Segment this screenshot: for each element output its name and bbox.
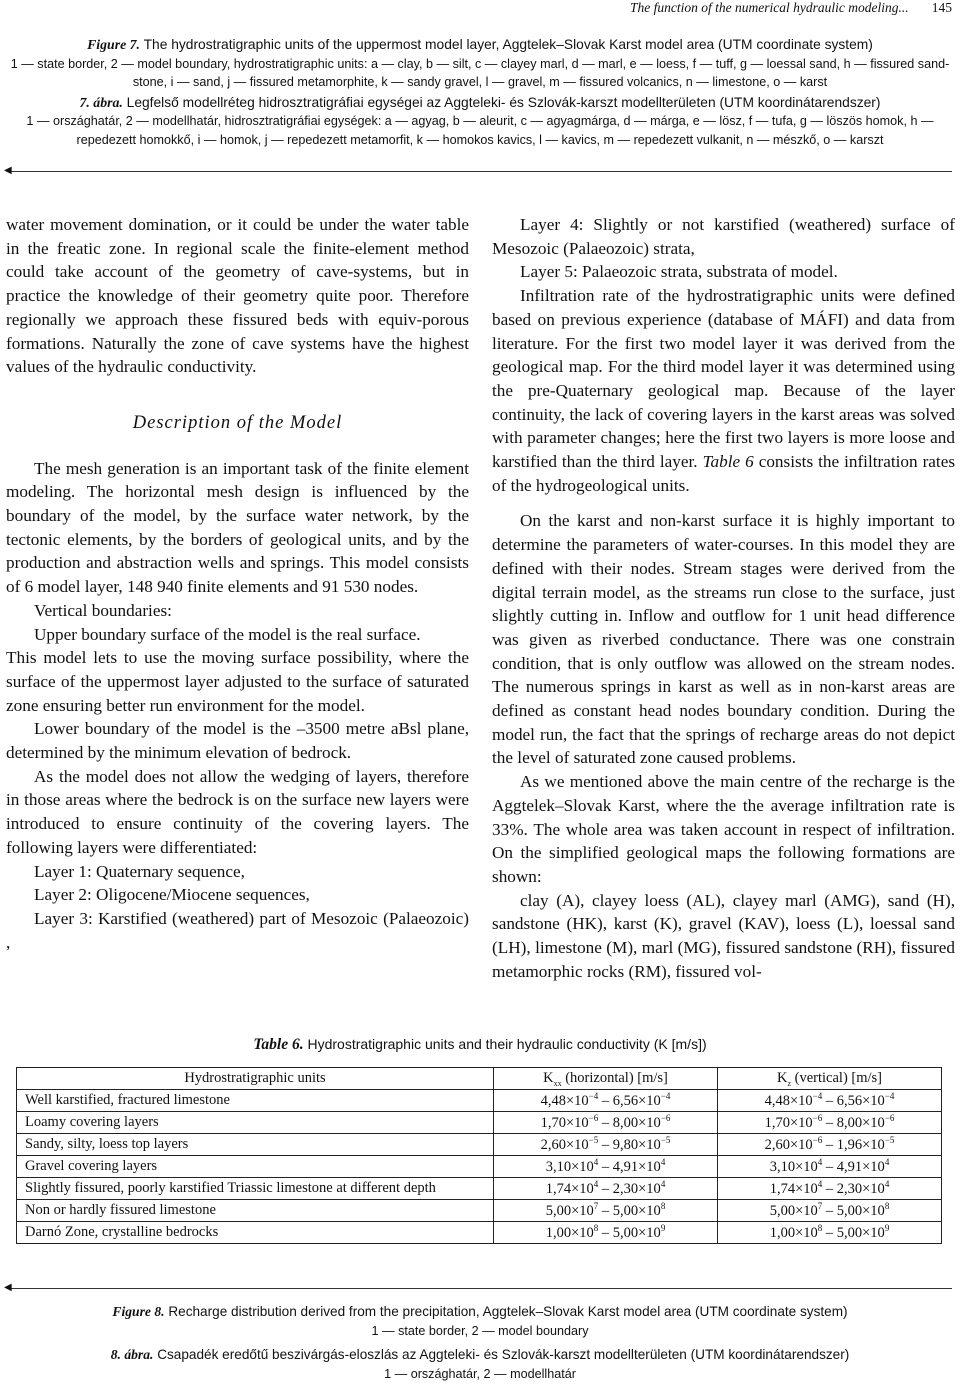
exp-low: 7: [593, 1201, 599, 1212]
exp-low: 4: [593, 1179, 599, 1190]
right-para-1: [492, 284, 955, 497]
left-column: [6, 213, 469, 954]
table-row: [17, 1112, 942, 1134]
layer-2: Layer 2: Oligocene/Miocene sequences,: [34, 885, 310, 905]
figure-8-caption-hu: [0, 1345, 960, 1365]
figure-7-legend-hu-line1: 1 — országhatár, 2 — modellhatár, hidrosztratigráfiai egységek: a — agyag, b — aleurit, c — agyagmárga, d — márga, e — lösz, f — tufa, g — löszös homok, h —: [26, 114, 934, 128]
left-para-6: As the model does not allow the wedging of layers, therefore in those areas where the bedrock is on the surface new layers were introduced to ensure continuity of the covering layers. The following layers were differentiated:: [6, 766, 469, 857]
figure-7-label-hu: 7. ábra.: [79, 94, 123, 110]
horizontal-k-cell: $1,00\times 10^8 - 5,00\times 10^9$: [494, 1222, 718, 1244]
value-low: 2,60×10: [540, 1136, 589, 1153]
left-para-2: The mesh generation is an important task of the finite element modeling. The horizontal mesh design is influenced by the boundary of the model, by the surface water network, by the tectonic elements, by the borders of geological units, and by the production and abstraction wells and springs. This model consists of 6 model layer, 148 940 finite elements and 91 530 nodes.: [6, 458, 469, 597]
exp-high: 8: [884, 1201, 890, 1212]
vertical-k-cell: $1,74\times 10^4 - 2,30\times 10^4$: [718, 1178, 942, 1200]
horizontal-k-cell: $1,74\times 10^4 - 2,30\times 10^4$: [494, 1178, 718, 1200]
table-6-caption-text: Hydrostratigraphic units and their hydraulic conductivity (K [m/s]): [307, 1036, 707, 1052]
header-units: Hydrostratigraphic units: [17, 1068, 494, 1090]
value-high: 1,96×10: [836, 1136, 885, 1153]
figure-7-caption: [8, 36, 952, 149]
running-header: [0, 0, 952, 18]
unit-name-cell: Well karstified, fractured limestone: [17, 1090, 494, 1112]
value-high: 5,00×10: [612, 1202, 661, 1219]
value-high: 4,91×10: [612, 1158, 661, 1175]
left-para-3: Vertical boundaries:: [34, 600, 172, 620]
exp-high: 9: [884, 1223, 890, 1234]
value-low: 1,74×10: [769, 1180, 818, 1197]
header-v-k: K: [776, 1069, 788, 1086]
exp-low: 8: [593, 1223, 599, 1234]
unit-name-cell: Sandy, silty, loess top layers: [17, 1134, 494, 1156]
value-low: 1,00×10: [545, 1224, 594, 1241]
header-h-k: K: [543, 1069, 554, 1086]
value-high: 6,56×10: [612, 1092, 661, 1109]
value-high: 9,80×10: [612, 1136, 661, 1153]
page-number: 145: [931, 0, 952, 15]
table-row: [17, 1090, 942, 1112]
value-high: 8,00×10: [836, 1114, 885, 1131]
unit-name-cell: Darnó Zone, crystalline bedrocks: [17, 1222, 494, 1244]
header-v-rest: (vertical) [m/s]: [794, 1069, 883, 1086]
exp-high: 8: [660, 1201, 666, 1212]
divider-arrow-bottom: [4, 1282, 952, 1293]
exp-high: 4: [660, 1179, 666, 1190]
value-low: 5,00×10: [545, 1202, 594, 1219]
table-body: [17, 1090, 942, 1244]
exp-low: 4: [817, 1157, 823, 1168]
value-high: 2,30×10: [612, 1180, 661, 1197]
vertical-k-cell: $5,00\times 10^7 - 5,00\times 10^8$: [718, 1200, 942, 1222]
value-low: 3,10×10: [545, 1158, 594, 1175]
arrow-left-icon: ◀: [4, 165, 12, 176]
exp-high: −4: [660, 1091, 671, 1102]
exp-high: −5: [660, 1135, 671, 1146]
value-high: 6,56×10: [836, 1092, 885, 1109]
left-para-5: Lower boundary of the model is the –3500 metre aBsl plane, determined by the minimum elevation of bedrock.: [6, 719, 469, 763]
divider-arrow-top: [4, 165, 952, 176]
horizontal-k-cell: $2,60\times 10^{-5} - 9,80\times 10^{-5}$: [494, 1134, 718, 1156]
figure-7-caption-text: The hydrostratigraphic units of the uppermost model layer, Aggtelek–Slovak Karst model area (UTM coordinate system): [143, 37, 873, 52]
figure-7-caption-en: [8, 36, 952, 55]
table-row: [17, 1178, 942, 1200]
horizontal-k-cell: $4,48\times 10^{-4} - 6,56\times 10^{-4}$: [494, 1090, 718, 1112]
value-low: 2,60×10: [764, 1136, 813, 1153]
figure-7-legend-en-line1: 1 — state border, 2 — model boundary, hydrostratigraphic units: a — clay, b — silt, c — clayey marl, d — marl, e — loess, f — tuff, g — loessal sand, h — fissured sand-: [10, 56, 950, 71]
figure-7-legend-hu-line2: repedezett homokkő, i — homok, j — repedezett metamorfit, k — homokos kavics, l — kavics, m — repedezett vulkanit, n — mészkő, o — karszt: [76, 132, 884, 147]
value-high: 8,00×10: [612, 1114, 661, 1131]
right-para-2: On the karst and non-karst surface it is highly important to determine the parameters of water-courses. In this model they are defined with their nodes. Stream stages were derived from the digital terrain model, as the streams run close to the surface, just slightly cutting in. Inflow and outflow for 1 unit head difference was given as riverbed conductance. There was one constrain condition, that is only outflow was allowed on the stream nodes. The numerous springs in karst as well as in non-karst areas are defined as constant head nodes boundary condition. During the model run, the fact that the springs of recharge areas do not depict the level of saturated zone caused problems.: [492, 511, 955, 768]
exp-high: −5: [884, 1135, 895, 1146]
header-horizontal: [494, 1068, 718, 1090]
exp-high: −4: [884, 1091, 895, 1102]
table-row: [17, 1200, 942, 1222]
right-para-3: As we mentioned above the main centre of the recharge is the Aggtelek–Slovak Karst, where the the average infiltration rate is 33%. The whole area was taken account in respect of infiltration. On the simplified geological maps the following formations are shown:: [492, 772, 955, 886]
value-low: 4,48×10: [540, 1092, 589, 1109]
right-para-1-text: Infiltration rate of the hydrostratigraphic units were defined based on previous experience (database of MÁFI) and data from literature. For the first two model layer it was derived from the geological map. For the third model layer it was determined using the pre-Quaternary geological map. Because of the layer continuity, the lack of covering layers in the karst areas was solved with parameter changes; here the first two layers is more loose and karstified than the third layer.: [492, 286, 955, 472]
left-para-4-rest: This model lets to use the moving surface possibility, where the surface of the uppermost layer adjusted to the surface of saturated zone ensuring better run environment for the model.: [6, 648, 469, 715]
value-low: 5,00×10: [769, 1202, 818, 1219]
header-h-rest: (horizontal) [m/s]: [565, 1069, 668, 1086]
value-low: 3,10×10: [769, 1158, 818, 1175]
exp-low: −6: [588, 1113, 599, 1124]
value-low: 1,70×10: [764, 1114, 813, 1131]
exp-low: −4: [588, 1091, 599, 1102]
figure-8-legend-hu: 1 — országhatár, 2 — modellhatár: [384, 1366, 576, 1381]
figure-7-caption-hu-text: Legfelső modellréteg hidrosztratigráfiai egységei az Aggteleki- és Szlovák-karszt modellterületen (UTM koordinátarendszer): [126, 94, 881, 110]
header-v-sub: z: [787, 1078, 792, 1088]
vertical-k-cell: $2,60\times 10^{-6} - 1,96\times 10^{-5}$: [718, 1134, 942, 1156]
figure-8-label: Figure 8.: [112, 1304, 165, 1319]
table-6-reference: Table 6: [702, 452, 754, 472]
unit-name-cell: Slightly fissured, poorly karstified Triassic limestone at different depth: [17, 1178, 494, 1200]
exp-low: 4: [817, 1179, 823, 1190]
value-low: 4,48×10: [764, 1092, 813, 1109]
figure-8-caption-en: [0, 1302, 960, 1322]
value-high: 4,91×10: [836, 1158, 885, 1175]
figure-8-label-hu: 8. ábra.: [110, 1347, 154, 1362]
exp-high: 4: [884, 1179, 890, 1190]
exp-low: −5: [588, 1135, 599, 1146]
right-para-1-end: consists the infiltration rates of the hydrogeological units.: [492, 452, 956, 495]
table-header-row: [17, 1068, 942, 1090]
table-6-label: Table 6.: [253, 1036, 304, 1053]
vertical-k-cell: $4,48\times 10^{-4} - 6,56\times 10^{-4}$: [718, 1090, 942, 1112]
layer-1: Layer 1: Quaternary sequence,: [34, 861, 245, 881]
value-high: 5,00×10: [836, 1202, 885, 1219]
horizontal-k-cell: $3,10\times 10^4 - 4,91\times 10^4$: [494, 1156, 718, 1178]
value-high: 5,00×10: [836, 1224, 885, 1241]
right-column: [492, 213, 955, 984]
vertical-k-cell: $3,10\times 10^4 - 4,91\times 10^4$: [718, 1156, 942, 1178]
layer-3: Layer 3: Karstified (weathered) part of Mesozoic (Palaeozoic) ,: [6, 908, 469, 952]
horizontal-k-cell: $5,00\times 10^7 - 5,00\times 10^8$: [494, 1200, 718, 1222]
figure-7-caption-hu: [8, 94, 952, 113]
unit-name-cell: Loamy covering layers: [17, 1112, 494, 1134]
figure-7-label: Figure 7.: [87, 37, 141, 52]
exp-low: 7: [817, 1201, 823, 1212]
figure-8-caption-hu-text: Csapadék eredőtű beszivárgás-eloszlás az Aggteleki- és Szlovák-karszt modellterületen (UTM koordinátarendszer): [157, 1347, 850, 1362]
header-h-sub: xx: [553, 1078, 562, 1088]
exp-low: −6: [812, 1135, 823, 1146]
exp-high: −6: [884, 1113, 895, 1124]
figure-7-legend-en-line2: stone, i — sand, j — fissured metamorphite, k — sandy gravel, l — gravel, m — fissured volcanics, n — limestone, o — karst: [132, 75, 828, 89]
header-vertical: [718, 1068, 942, 1090]
exp-low: −6: [812, 1113, 823, 1124]
running-title: The function of the numerical hydraulic modeling...: [630, 0, 909, 15]
figure-8-caption: [0, 1302, 960, 1384]
unit-name-cell: Gravel covering layers: [17, 1156, 494, 1178]
exp-high: 4: [884, 1157, 890, 1168]
hydraulic-conductivity-table: [16, 1067, 942, 1244]
left-para-4-first: Upper boundary surface of the model is the real surface.: [34, 624, 421, 644]
exp-high: −6: [660, 1113, 671, 1124]
layer-5: Layer 5: Palaeozoic strata, substrata of model.: [520, 262, 838, 282]
vertical-k-cell: $1,70\times 10^{-6} - 8,00\times 10^{-6}$: [718, 1112, 942, 1134]
exp-high: 4: [660, 1157, 666, 1168]
vertical-k-cell: $1,00\times 10^8 - 5,00\times 10^9$: [718, 1222, 942, 1244]
arrow-left-icon: ◀: [4, 1282, 12, 1293]
exp-low: 8: [817, 1223, 823, 1234]
table-row: [17, 1222, 942, 1244]
value-low: 1,74×10: [545, 1180, 594, 1197]
value-low: 1,00×10: [769, 1224, 818, 1241]
table-row: [17, 1156, 942, 1178]
table-6-caption: [0, 1036, 960, 1054]
horizontal-k-cell: $1,70\times 10^{-6} - 8,00\times 10^{-6}$: [494, 1112, 718, 1134]
exp-low: −4: [812, 1091, 823, 1102]
exp-low: 4: [593, 1157, 599, 1168]
value-high: 5,00×10: [612, 1224, 661, 1241]
exp-high: 9: [660, 1223, 666, 1234]
figure-8-caption-text: Recharge distribution derived from the precipitation, Aggtelek–Slovak Karst model area (UTM coordinate system): [168, 1304, 848, 1319]
table-row: [17, 1134, 942, 1156]
figure-8-legend-en: 1 — state border, 2 — model boundary: [371, 1323, 589, 1338]
unit-name-cell: Non or hardly fissured limestone: [17, 1200, 494, 1222]
right-para-4: clay (A), clayey loess (AL), clayey marl (AMG), sand (H), sandstone (HK), karst (K), gravel (KAV), loess (L), loessal sand (LH), limestone (M), marl (MG), fissured sandstone (RH), fissured metamorphic rocks (RM), fissured vol-: [492, 890, 955, 981]
section-title: Description of the Model: [132, 412, 343, 433]
value-low: 1,70×10: [540, 1114, 589, 1131]
left-para-1: water movement domination, or it could be under the water table in the freatic zone. In regional scale the finite-element method could take account of the geometry of cave-systems, but in practice the knowledge of their geometry quite poor. Therefore regionally we approach these fissured beds with equiv-porous formations. Naturally the zone of cave systems have the highest values of the hydraulic conductivity.: [6, 215, 469, 377]
layer-4: Layer 4: Slightly or not karstified (weathered) surface of Mesozoic (Palaeozoic) strata,: [492, 215, 955, 258]
value-high: 2,30×10: [836, 1180, 885, 1197]
